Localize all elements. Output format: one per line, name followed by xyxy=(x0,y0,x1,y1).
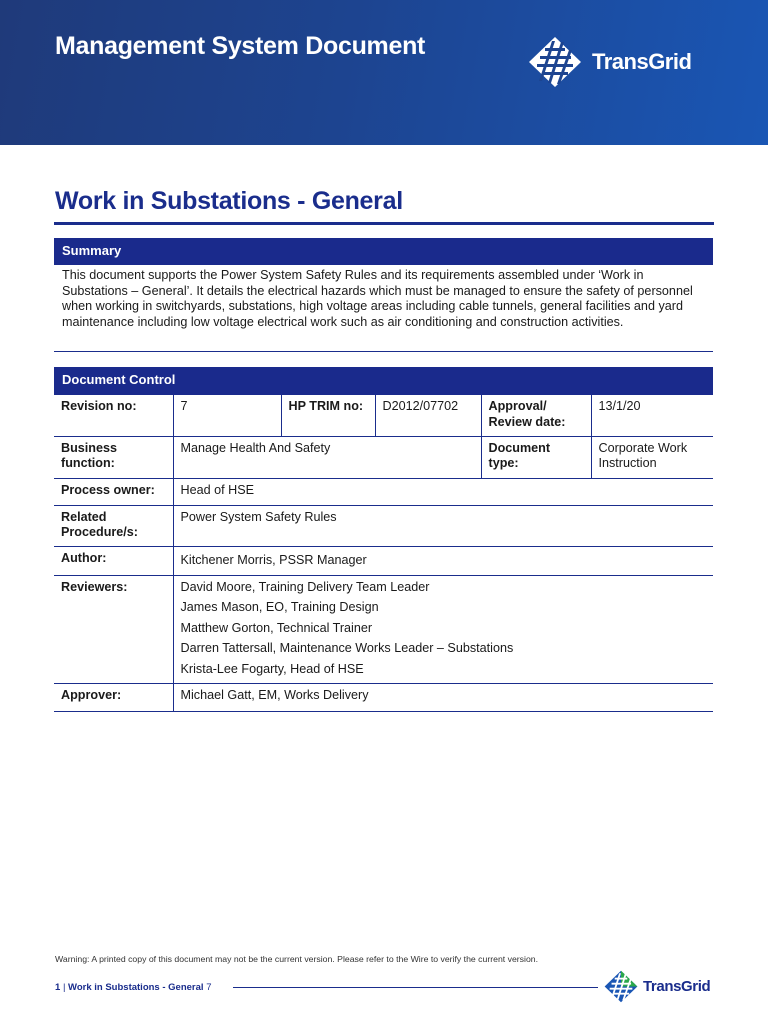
table-row xyxy=(54,575,713,684)
approver-label: Approver: xyxy=(54,684,173,712)
title-divider xyxy=(54,222,714,225)
document-type-label: Document type: xyxy=(481,436,591,478)
reviewers-value xyxy=(173,575,713,684)
footer-divider xyxy=(233,987,598,988)
approver-value: Michael Gatt, EM, Works Delivery xyxy=(173,684,713,712)
table-row xyxy=(54,395,713,436)
document-control-heading: Document Control xyxy=(54,367,713,395)
table-row xyxy=(54,684,713,712)
business-function-label: Business function: xyxy=(54,436,173,478)
table-row xyxy=(54,478,713,505)
related-procedures-value: Power System Safety Rules xyxy=(173,505,713,546)
process-owner-label: Process owner: xyxy=(54,478,173,505)
reviewers-label: Reviewers: xyxy=(54,575,173,684)
footer-doc-title: Work in Substations - General xyxy=(68,982,204,993)
summary-divider xyxy=(54,351,713,352)
summary-text: This document supports the Power System Safety Rules and its requirements assembled under ‘Work in Substations – General’. It details the electrical hazards which must be managed to ensure the safety of personnel when working in switchyards, substations, high voltage areas including cable tunnels, general facilities and yard maintenance including low voltage electrical work such as air conditioning and construction activities. xyxy=(62,268,693,330)
table-row xyxy=(54,505,713,546)
reviewer-item: James Mason, EO, Training Design xyxy=(180,600,379,614)
header-brand xyxy=(528,36,691,88)
summary-heading: Summary xyxy=(54,238,713,265)
author-value: Kitchener Morris, PSSR Manager xyxy=(173,546,713,575)
transgrid-logo-icon xyxy=(604,970,638,1003)
page-number: 1 xyxy=(55,982,61,993)
footer-brand-name: TransGrid xyxy=(643,978,711,995)
table-row xyxy=(54,546,713,575)
business-function-value: Manage Health And Safety xyxy=(173,436,481,478)
document-control-table xyxy=(54,395,713,712)
header-brand-name: TransGrid xyxy=(592,49,692,74)
revision-value: 7 xyxy=(173,395,281,436)
revision-label: Revision no: xyxy=(54,395,173,436)
transgrid-logo-icon xyxy=(528,36,582,88)
approval-label: Approval/ Review date: xyxy=(481,395,591,436)
print-warning: Warning: A printed copy of this document may not be the current version. Please refer to the Wire to verify the current version. xyxy=(55,954,539,964)
footer-revision: 7 xyxy=(206,982,212,993)
document-type-value: Corporate Work Instruction xyxy=(591,436,713,478)
related-procedures-label: Related Procedure/s: xyxy=(54,505,173,546)
trim-value: D2012/07702 xyxy=(375,395,481,436)
footer-brand xyxy=(604,970,710,1003)
page-footer xyxy=(55,982,211,993)
header-title: Management System Document xyxy=(55,32,426,60)
reviewer-item: Darren Tattersall, Maintenance Works Leader – Substations xyxy=(180,641,514,655)
reviewer-item: David Moore, Training Delivery Team Leader xyxy=(180,579,430,594)
author-label: Author: xyxy=(54,546,173,575)
reviewer-item: Matthew Gorton, Technical Trainer xyxy=(180,620,373,635)
document-title: Work in Substations - General xyxy=(55,187,403,215)
approval-value: 13/1/20 xyxy=(591,395,713,436)
footer-separator: | xyxy=(62,982,66,993)
reviewer-item: Krista-Lee Fogarty, Head of HSE xyxy=(180,661,364,676)
trim-label: HP TRIM no: xyxy=(281,395,375,436)
process-owner-value: Head of HSE xyxy=(173,478,713,505)
header-banner xyxy=(0,0,768,145)
table-row xyxy=(54,436,713,478)
